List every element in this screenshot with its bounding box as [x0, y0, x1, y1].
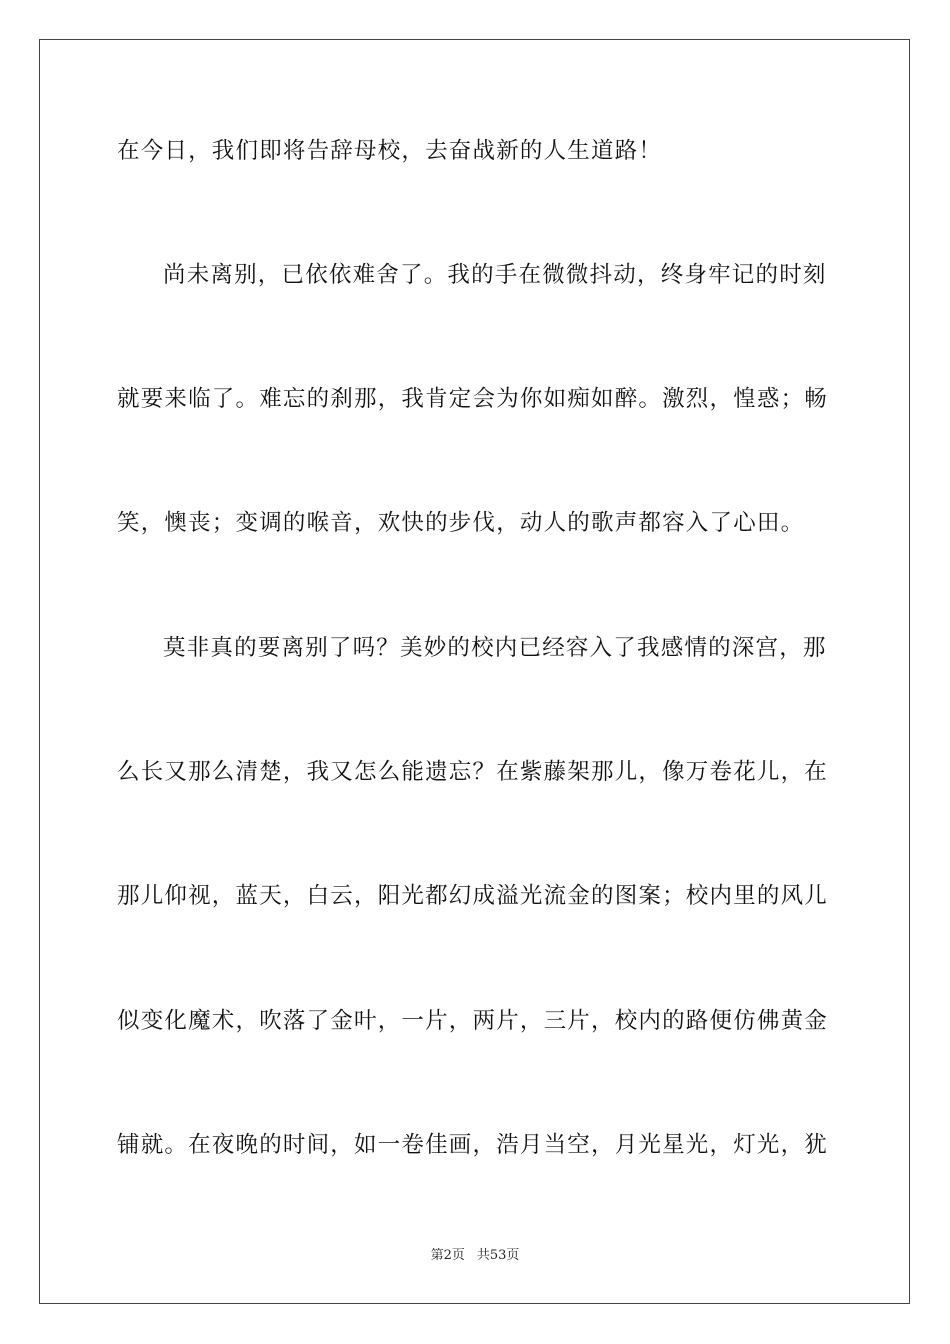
text-line: 铺就。在夜晚的时间，如一卷佳画，浩月当空，月光星光，灯光，犹 [117, 1132, 829, 1158]
text-line: 莫非真的要离别了吗？美妙的校内已经容入了我感情的深宫，那 [163, 635, 827, 661]
text-line: 那儿仰视，蓝天，白云，阳光都幻成溢光流金的图案；校内里的风儿 [117, 883, 829, 909]
page-footer [0, 1247, 950, 1265]
text-line: 笑，懊丧；变调的喉音，欢快的步伐，动人的歌声都容入了心田。 [117, 510, 805, 536]
page-number: 第2页 [430, 1248, 465, 1263]
text-line: 就要来临了。难忘的刹那，我肯定会为你如痴如醉。激烈，惶惑；畅 [117, 386, 829, 412]
text-line: 么长又那么清楚，我又怎么能遗忘？在紫藤架那儿，像万卷花儿，在 [117, 759, 829, 785]
page-frame [39, 39, 910, 1304]
text-line: 在今日，我们即将告辞母校，去奋战新的人生道路！ [117, 138, 663, 164]
page-total: 共53页 [476, 1248, 520, 1263]
text-line: 似变化魔术，吹落了金叶，一片，两片，三片，校内的路便仿佛黄金 [117, 1008, 829, 1034]
text-line: 尚未离别，已依依难舍了。我的手在微微抖动，终身牢记的时刻 [163, 262, 827, 288]
